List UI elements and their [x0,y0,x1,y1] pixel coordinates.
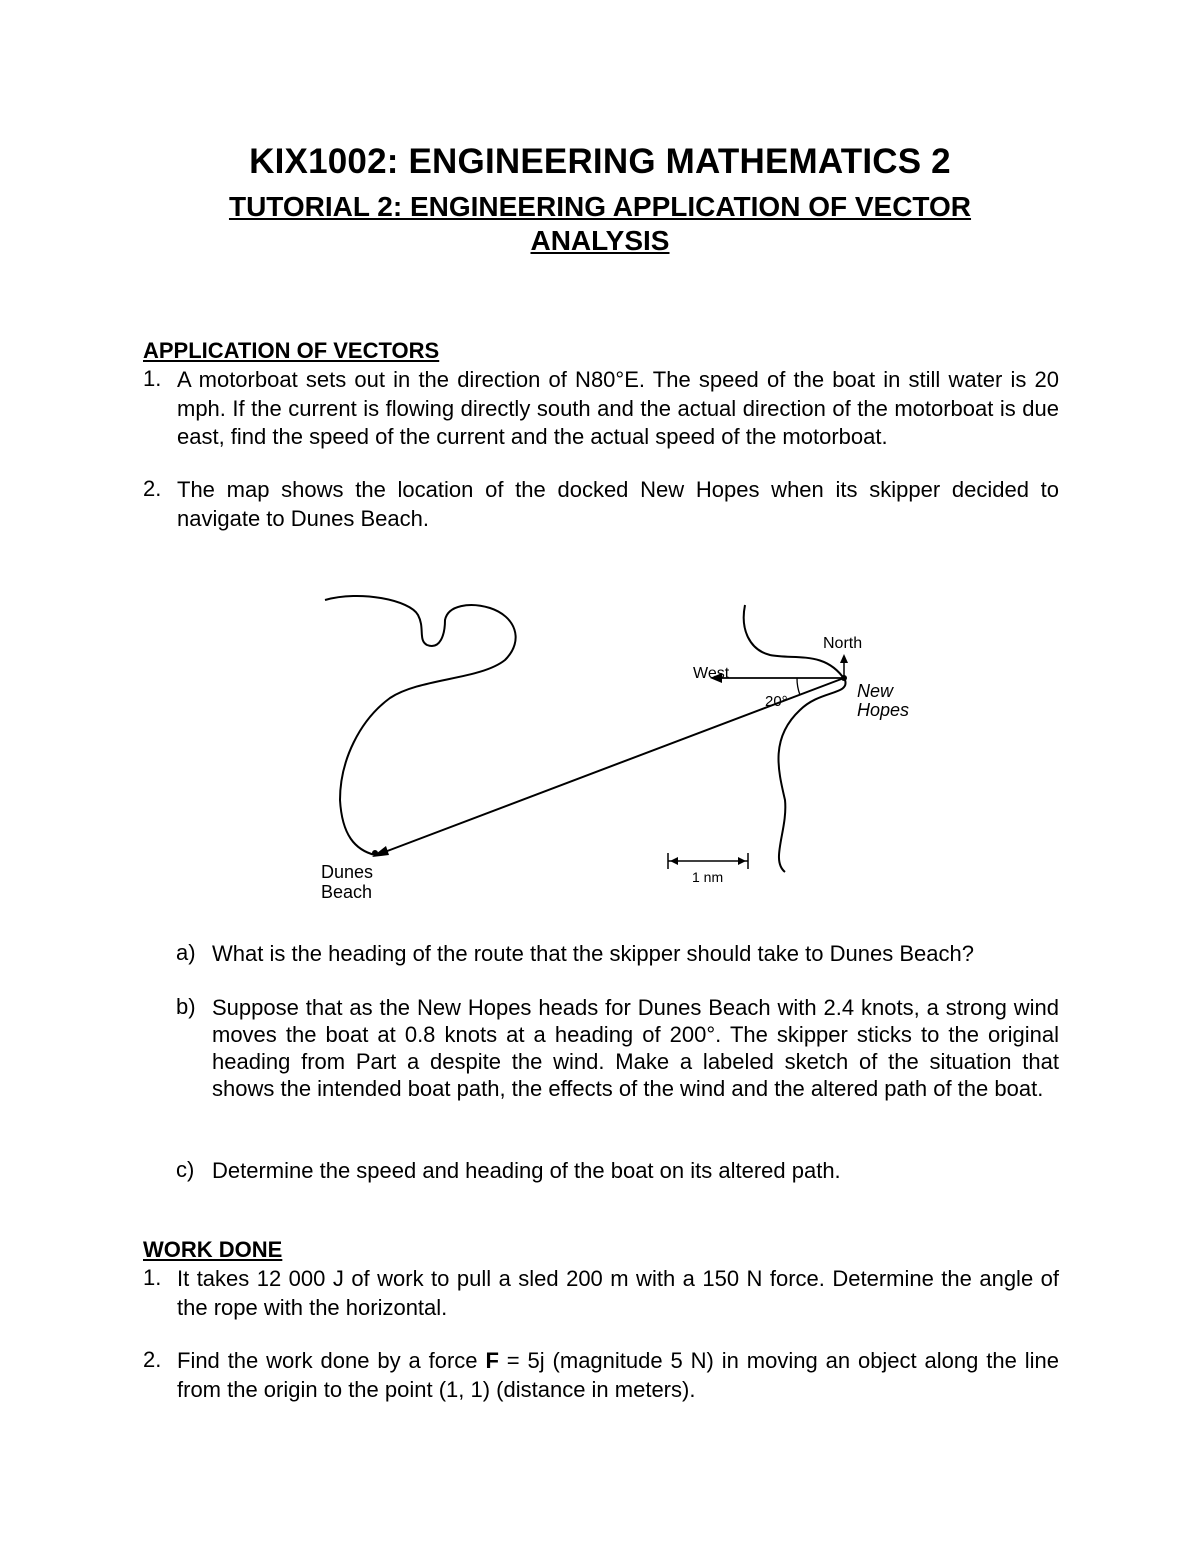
section-heading-application: APPLICATION OF VECTORS [143,338,440,363]
force-symbol: F [485,1348,499,1373]
question-text-end: = 5j (magnitude 5 N) in moving an object along the line from the origin to the point (1, 1) (distance in meters). [177,1348,1060,1402]
west-label: West [693,665,730,682]
scale-label: 1 nm [692,869,724,885]
new-hopes-label-line1: New [857,681,894,701]
question-number: 2. [143,476,162,501]
question-number: 1. [143,366,162,391]
tutorial-title-line1: TUTORIAL 2: ENGINEERING APPLICATION OF VECTOR [228,191,972,222]
question-number: 1. [143,1265,162,1290]
question-text [177,1347,1059,1404]
dunes-beach-label-line2: Beach [321,882,373,902]
left-coastline [325,596,516,855]
part-letter: a) [176,940,196,965]
part-text: Suppose that as the New Hopes heads for Dunes Beach with 2.4 knots, a strong wind moves the boat at 0.8 knots at a heading of 200°. The skipper sticks to the original heading from Part a despite the wind. Make a labeled sketch of the situation that shows the intended boat path, the effects of the wind and the altered path of the boat. [212,995,1059,1101]
part-letter: c) [176,1157,195,1182]
question-text-start: Find the work done by a force [177,1348,486,1373]
section-heading-work: WORK DONE [143,1237,283,1262]
tutorial-title-line2: ANALYSIS [530,225,670,256]
part-letter: b) [176,994,196,1019]
question-number: 2. [143,1347,162,1372]
question-text: The map shows the location of the docked New Hopes when its skipper decided to navigate to Dunes Beach. [177,477,1059,531]
question-text: A motorboat sets out in the direction of N80°E. The speed of the boat in still water is 20 mph. If the current is flowing directly south and the actual direction of the motorboat is due east, find the speed of the current and the actual speed of the motorboat. [177,367,1059,449]
dunes-beach-label-line1: Dunes [321,862,374,882]
question-text: It takes 12 000 J of work to pull a sled 200 m with a 150 N force. Determine the angle of the rope with the horizontal. [177,1266,1059,1320]
angle-label: 20° [765,693,788,710]
navigation-map [300,580,940,910]
new-hopes-label-line2: Hopes [857,700,910,720]
part-text: Determine the speed and heading of the boat on its altered path. [212,1158,841,1183]
north-label: North [823,635,863,652]
course-title: KIX1002: ENGINEERING MATHEMATICS 2 [249,142,951,181]
part-text: What is the heading of the route that the skipper should take to Dunes Beach? [212,941,974,966]
